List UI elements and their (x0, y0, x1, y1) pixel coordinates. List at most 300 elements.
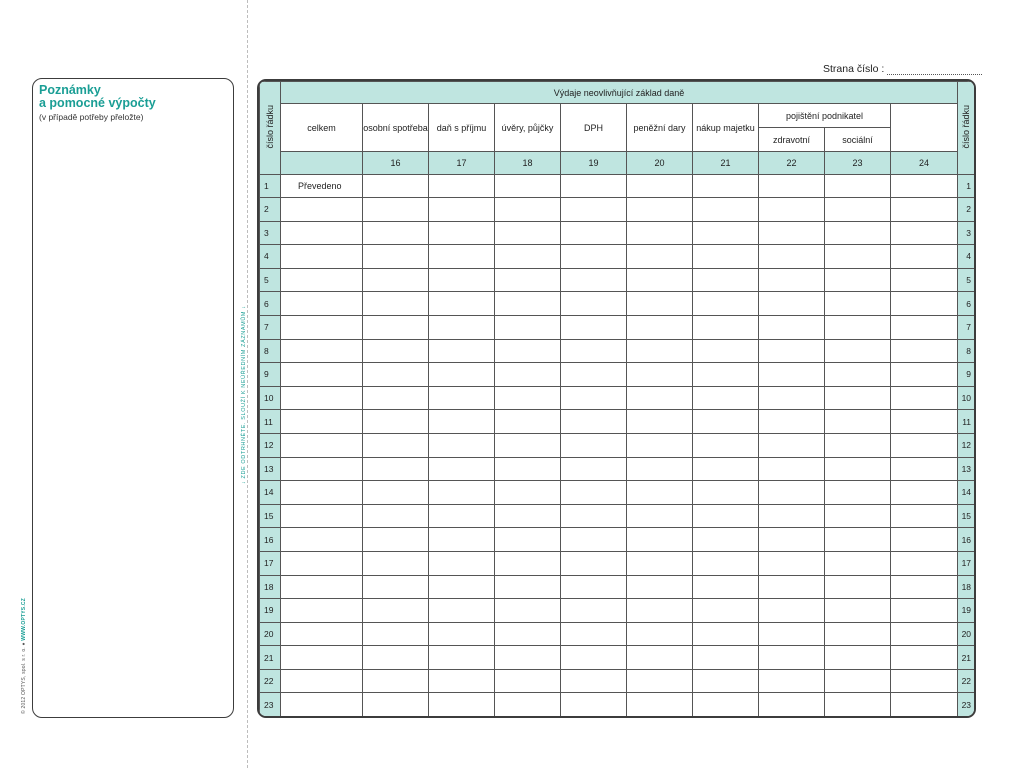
ledger-cell[interactable] (693, 363, 759, 387)
ledger-cell[interactable] (363, 410, 429, 434)
ledger-table (259, 81, 975, 717)
ledger-cell[interactable] (281, 504, 363, 528)
ledger-cell[interactable] (759, 245, 825, 269)
ledger-cell[interactable] (627, 175, 693, 198)
ledger-cell[interactable] (693, 528, 759, 552)
ledger-cell[interactable] (495, 245, 561, 269)
table-row (260, 599, 975, 623)
ledger-cell[interactable] (281, 481, 363, 505)
ledger-cell[interactable] (891, 198, 958, 222)
ledger-cell[interactable] (693, 292, 759, 316)
ledger-cell[interactable] (561, 268, 627, 292)
row-number-header-right (958, 82, 975, 175)
ledger-cell[interactable] (561, 363, 627, 387)
row-number-right: 10 (958, 386, 975, 410)
ledger-cell[interactable] (627, 433, 693, 457)
row-number-right: 3 (958, 221, 975, 245)
ledger-cell[interactable] (759, 339, 825, 363)
ledger-cell[interactable] (429, 457, 495, 481)
ledger-cell[interactable] (363, 599, 429, 623)
ledger-cell[interactable] (759, 693, 825, 717)
ledger-cell[interactable] (891, 575, 958, 599)
ledger-cell[interactable] (627, 198, 693, 222)
ledger-cell[interactable] (281, 551, 363, 575)
ledger-cell[interactable] (561, 433, 627, 457)
ledger-cell[interactable] (825, 175, 891, 198)
ledger-cell[interactable] (561, 457, 627, 481)
ledger-cell[interactable] (495, 292, 561, 316)
ledger-cell[interactable] (429, 504, 495, 528)
ledger-cell[interactable] (281, 339, 363, 363)
ledger-cell[interactable] (825, 315, 891, 339)
ledger-cell[interactable] (693, 198, 759, 222)
copyright: © 2012 OPTYS, spol. s r. o. (21, 647, 27, 714)
ledger-cell[interactable] (495, 693, 561, 717)
ledger-cell[interactable] (363, 268, 429, 292)
ledger-cell[interactable] (561, 315, 627, 339)
ledger-cell[interactable] (825, 245, 891, 269)
ledger-cell[interactable] (363, 551, 429, 575)
ledger-cell[interactable] (429, 175, 495, 198)
notes-title-line1: Poznámky (39, 83, 101, 97)
ledger-cell[interactable] (627, 622, 693, 646)
ledger-cell[interactable] (627, 457, 693, 481)
ledger-cell[interactable] (759, 575, 825, 599)
table-row (260, 504, 975, 528)
cut-instruction: ↓ ZDE ODTRHNĚTE. SLOUŽÍ K NEÚŘEDNÍM ZÁZNAMŮM ↓ (241, 305, 247, 484)
ledger-cell[interactable] (363, 457, 429, 481)
table-row (260, 175, 975, 198)
ledger-cell[interactable] (759, 363, 825, 387)
ledger-cell[interactable] (495, 221, 561, 245)
ledger-cell[interactable] (825, 528, 891, 552)
row-number-right: 16 (958, 528, 975, 552)
ledger-cell[interactable] (891, 268, 958, 292)
ledger-cell[interactable] (429, 575, 495, 599)
ledger-cell[interactable] (495, 575, 561, 599)
ledger-cell[interactable] (363, 339, 429, 363)
ledger-cell[interactable] (363, 669, 429, 693)
ledger-cell[interactable] (693, 622, 759, 646)
row-number-right: 11 (958, 410, 975, 434)
ledger-cell[interactable] (759, 481, 825, 505)
ledger-cell[interactable] (627, 528, 693, 552)
ledger-cell[interactable] (561, 481, 627, 505)
ledger-cell[interactable] (693, 504, 759, 528)
ledger-cell[interactable] (429, 646, 495, 670)
ledger-cell[interactable] (281, 410, 363, 434)
ledger-cell[interactable] (495, 646, 561, 670)
ledger-cell[interactable] (281, 363, 363, 387)
row-number-right: 2 (958, 198, 975, 222)
ledger-cell[interactable] (363, 433, 429, 457)
row-number-right: 15 (958, 504, 975, 528)
ledger-cell[interactable] (495, 669, 561, 693)
row-number-left: 18 (260, 575, 281, 599)
col-header-pojisteni-podnikatel: pojištění podnikatel (759, 104, 891, 128)
col-header-uvery-pujcky: úvěry, půjčky (495, 104, 561, 152)
ledger-cell[interactable] (759, 175, 825, 198)
row-number-right: 5 (958, 268, 975, 292)
ledger-cell[interactable] (693, 599, 759, 623)
carried-forward-cell[interactable]: Převedeno (281, 175, 363, 198)
table-row (260, 551, 975, 575)
ledger-cell[interactable] (759, 457, 825, 481)
ledger-cell[interactable] (281, 646, 363, 670)
ledger-cell[interactable] (693, 175, 759, 198)
table-row (260, 457, 975, 481)
ledger-cell[interactable] (627, 339, 693, 363)
ledger-cell[interactable] (825, 693, 891, 717)
ledger-cell[interactable] (693, 693, 759, 717)
ledger-cell[interactable] (363, 292, 429, 316)
ledger-cell[interactable] (825, 433, 891, 457)
ledger-cell[interactable] (693, 433, 759, 457)
row-number-right: 22 (958, 669, 975, 693)
ledger-cell[interactable] (429, 339, 495, 363)
ledger-cell[interactable] (759, 622, 825, 646)
ledger-cell[interactable] (363, 481, 429, 505)
page-number-field (823, 63, 982, 75)
ledger-cell[interactable] (281, 386, 363, 410)
ledger-cell[interactable] (429, 363, 495, 387)
ledger-cell[interactable] (627, 410, 693, 434)
ledger-cell[interactable] (627, 504, 693, 528)
ledger-cell[interactable] (891, 363, 958, 387)
row-number-left: 21 (260, 646, 281, 670)
ledger-cell[interactable] (627, 363, 693, 387)
ledger-cell[interactable] (281, 575, 363, 599)
ledger-cell[interactable] (281, 245, 363, 269)
ledger-cell[interactable] (561, 221, 627, 245)
ledger-cell[interactable] (429, 386, 495, 410)
row-number-right: 17 (958, 551, 975, 575)
ledger-cell[interactable] (429, 292, 495, 316)
ledger-cell[interactable] (825, 481, 891, 505)
table-row (260, 268, 975, 292)
ledger-cell[interactable] (363, 315, 429, 339)
ledger-cell[interactable] (561, 528, 627, 552)
row-number-left: 1 (260, 175, 281, 198)
table-row (260, 669, 975, 693)
ledger-cell[interactable] (891, 386, 958, 410)
row-number-left: 3 (260, 221, 281, 245)
ledger-cell[interactable] (693, 481, 759, 505)
page-number-input[interactable] (887, 73, 982, 75)
col-number-16: 16 (363, 152, 429, 175)
ledger-cell[interactable] (495, 363, 561, 387)
col-number-20: 20 (627, 152, 693, 175)
ledger-cell[interactable] (281, 268, 363, 292)
ledger-cell[interactable] (561, 292, 627, 316)
ledger-cell[interactable] (561, 599, 627, 623)
ledger-cell[interactable] (363, 221, 429, 245)
ledger-cell[interactable] (891, 433, 958, 457)
row-number-left: 2 (260, 198, 281, 222)
col-number-24: 24 (891, 152, 958, 175)
ledger-cell[interactable] (825, 268, 891, 292)
row-number-right: 14 (958, 481, 975, 505)
ledger-cell[interactable] (627, 481, 693, 505)
row-number-label-left: číslo řádku (265, 105, 275, 149)
ledger-cell[interactable] (891, 646, 958, 670)
ledger-cell[interactable] (429, 245, 495, 269)
ledger-cell[interactable] (561, 622, 627, 646)
ledger-cell[interactable] (281, 599, 363, 623)
ledger-cell[interactable] (495, 198, 561, 222)
ledger-cell[interactable] (495, 599, 561, 623)
col-header-socialni: sociální (825, 128, 891, 152)
ledger-cell[interactable] (693, 268, 759, 292)
col-header-dan-s-prijmu: daň s příjmu (429, 104, 495, 152)
table-row (260, 481, 975, 505)
ledger-cell[interactable] (825, 457, 891, 481)
ledger-cell[interactable] (891, 481, 958, 505)
notes-panel (32, 78, 234, 718)
ledger-cell[interactable] (825, 339, 891, 363)
copyright-text (21, 598, 27, 714)
ledger-cell[interactable] (891, 339, 958, 363)
ledger-cell[interactable] (363, 245, 429, 269)
ledger-cell[interactable] (363, 646, 429, 670)
table-row (260, 646, 975, 670)
ledger-cell[interactable] (429, 622, 495, 646)
ledger-cell[interactable] (627, 386, 693, 410)
ledger-cell[interactable] (363, 386, 429, 410)
ledger-cell[interactable] (495, 268, 561, 292)
table-row (260, 363, 975, 387)
tear-line (247, 0, 248, 768)
row-number-left: 16 (260, 528, 281, 552)
ledger-cell[interactable] (495, 410, 561, 434)
ledger-cell[interactable] (891, 410, 958, 434)
ledger-cell[interactable] (627, 315, 693, 339)
ledger-cell[interactable] (495, 551, 561, 575)
row-number-header-left (260, 82, 281, 175)
ledger-cell[interactable] (495, 433, 561, 457)
ledger-cell[interactable] (891, 622, 958, 646)
row-number-right: 23 (958, 693, 975, 717)
ledger-cell[interactable] (281, 292, 363, 316)
ledger-cell[interactable] (759, 410, 825, 434)
ledger-cell[interactable] (495, 315, 561, 339)
ledger-cell[interactable] (693, 315, 759, 339)
ledger-cell[interactable] (693, 457, 759, 481)
ledger-cell[interactable] (891, 669, 958, 693)
ledger-cell[interactable] (495, 622, 561, 646)
ledger-cell[interactable] (281, 221, 363, 245)
ledger-cell[interactable] (759, 315, 825, 339)
ledger-cell[interactable] (281, 669, 363, 693)
ledger-cell[interactable] (891, 245, 958, 269)
ledger-cell[interactable] (825, 669, 891, 693)
ledger-cell[interactable] (627, 245, 693, 269)
ledger-cell[interactable] (693, 410, 759, 434)
row-number-left: 17 (260, 551, 281, 575)
ledger-cell[interactable] (561, 646, 627, 670)
table-row (260, 315, 975, 339)
row-number-right: 4 (958, 245, 975, 269)
ledger-cell[interactable] (281, 433, 363, 457)
ledger-cell[interactable] (561, 575, 627, 599)
col-header-celkem: celkem (281, 104, 363, 152)
table-row (260, 575, 975, 599)
ledger-cell[interactable] (495, 386, 561, 410)
ledger-cell[interactable] (429, 599, 495, 623)
website: WWW.OPTYS.CZ (21, 598, 27, 641)
ledger-cell[interactable] (825, 575, 891, 599)
ledger-cell[interactable] (627, 551, 693, 575)
ledger-cell[interactable] (825, 504, 891, 528)
ledger-cell[interactable] (561, 504, 627, 528)
ledger-cell[interactable] (825, 551, 891, 575)
ledger-cell[interactable] (825, 599, 891, 623)
ledger-cell[interactable] (363, 363, 429, 387)
ledger-cell[interactable] (891, 175, 958, 198)
ledger-cell[interactable] (429, 410, 495, 434)
ledger-cell[interactable] (561, 693, 627, 717)
ledger-cell[interactable] (693, 575, 759, 599)
row-number-left: 11 (260, 410, 281, 434)
ledger-cell[interactable] (561, 198, 627, 222)
ledger-cell[interactable] (363, 693, 429, 717)
ledger-cell[interactable] (759, 386, 825, 410)
ledger-cell[interactable] (495, 481, 561, 505)
ledger-cell[interactable] (429, 433, 495, 457)
ledger-cell[interactable] (759, 433, 825, 457)
ledger-cell[interactable] (429, 693, 495, 717)
ledger-cell[interactable] (891, 457, 958, 481)
ledger-cell[interactable] (693, 386, 759, 410)
ledger-cell[interactable] (495, 528, 561, 552)
ledger-cell[interactable] (891, 599, 958, 623)
ledger-cell[interactable] (825, 622, 891, 646)
ledger-cell[interactable] (693, 221, 759, 245)
ledger-cell[interactable] (281, 457, 363, 481)
ledger-cell[interactable] (363, 175, 429, 198)
ledger-cell[interactable] (429, 669, 495, 693)
ledger-cell[interactable] (627, 268, 693, 292)
row-number-left: 10 (260, 386, 281, 410)
row-number-right: 7 (958, 315, 975, 339)
ledger-cell[interactable] (693, 669, 759, 693)
ledger-cell[interactable] (429, 221, 495, 245)
col-header-osobni-spotreba: osobní spotřeba (363, 104, 429, 152)
ledger-cell[interactable] (281, 315, 363, 339)
ledger-cell[interactable] (759, 551, 825, 575)
row-number-right: 19 (958, 599, 975, 623)
ledger-cell[interactable] (281, 198, 363, 222)
ledger-cell[interactable] (891, 504, 958, 528)
ledger-cell[interactable] (891, 292, 958, 316)
ledger-cell[interactable] (825, 221, 891, 245)
ledger-cell[interactable] (891, 693, 958, 717)
ledger-cell[interactable] (363, 622, 429, 646)
ledger-cell[interactable] (363, 198, 429, 222)
ledger-cell[interactable] (363, 528, 429, 552)
col-header-dph: DPH (561, 104, 627, 152)
ledger-cell[interactable] (759, 599, 825, 623)
ledger-cell[interactable] (627, 221, 693, 245)
row-number-left: 9 (260, 363, 281, 387)
group-header: Výdaje neovlivňující základ daně (281, 82, 958, 104)
ledger-cell[interactable] (561, 410, 627, 434)
bullet-icon: ● (21, 640, 27, 646)
ledger-cell[interactable] (363, 575, 429, 599)
row-number-left: 7 (260, 315, 281, 339)
ledger-cell[interactable] (759, 669, 825, 693)
ledger-cell[interactable] (561, 551, 627, 575)
ledger-cell[interactable] (429, 315, 495, 339)
ledger-cell[interactable] (891, 221, 958, 245)
ledger-cell[interactable] (281, 622, 363, 646)
ledger-cell[interactable] (693, 245, 759, 269)
ledger-cell[interactable] (891, 528, 958, 552)
ledger-cell[interactable] (759, 528, 825, 552)
ledger-cell[interactable] (759, 504, 825, 528)
ledger-cell[interactable] (627, 693, 693, 717)
ledger-cell[interactable] (281, 528, 363, 552)
ledger-cell[interactable] (759, 221, 825, 245)
ledger-cell[interactable] (429, 268, 495, 292)
ledger-cell[interactable] (429, 551, 495, 575)
ledger-cell[interactable] (429, 481, 495, 505)
ledger-cell[interactable] (891, 551, 958, 575)
ledger-cell[interactable] (627, 669, 693, 693)
table-row (260, 693, 975, 717)
ledger-cell[interactable] (627, 292, 693, 316)
ledger-cell[interactable] (693, 646, 759, 670)
ledger-cell[interactable] (825, 292, 891, 316)
ledger-cell[interactable] (495, 504, 561, 528)
ledger-cell[interactable] (429, 528, 495, 552)
ledger-cell[interactable] (561, 669, 627, 693)
ledger-cell[interactable] (627, 575, 693, 599)
ledger-cell[interactable] (759, 292, 825, 316)
ledger-cell[interactable] (693, 339, 759, 363)
ledger-cell[interactable] (759, 198, 825, 222)
ledger-cell[interactable] (495, 457, 561, 481)
ledger-cell[interactable] (627, 599, 693, 623)
ledger-cell[interactable] (693, 551, 759, 575)
col-number-21: 21 (693, 152, 759, 175)
row-number-left: 15 (260, 504, 281, 528)
ledger-cell[interactable] (561, 386, 627, 410)
ledger-cell[interactable] (759, 646, 825, 670)
ledger-cell[interactable] (825, 646, 891, 670)
ledger-cell[interactable] (825, 198, 891, 222)
ledger-cell[interactable] (891, 315, 958, 339)
ledger-cell[interactable] (825, 363, 891, 387)
ledger-cell[interactable] (561, 339, 627, 363)
ledger-cell[interactable] (561, 175, 627, 198)
ledger-cell[interactable] (759, 268, 825, 292)
ledger-cell[interactable] (825, 386, 891, 410)
ledger-cell[interactable] (825, 410, 891, 434)
ledger-cell[interactable] (495, 175, 561, 198)
row-number-left: 13 (260, 457, 281, 481)
table-row (260, 433, 975, 457)
ledger-cell[interactable] (429, 198, 495, 222)
ledger-cell[interactable] (281, 693, 363, 717)
ledger-cell[interactable] (561, 245, 627, 269)
row-number-right: 21 (958, 646, 975, 670)
row-number-left: 20 (260, 622, 281, 646)
ledger-cell[interactable] (363, 504, 429, 528)
ledger-cell[interactable] (495, 339, 561, 363)
ledger-cell[interactable] (627, 646, 693, 670)
row-number-left: 19 (260, 599, 281, 623)
